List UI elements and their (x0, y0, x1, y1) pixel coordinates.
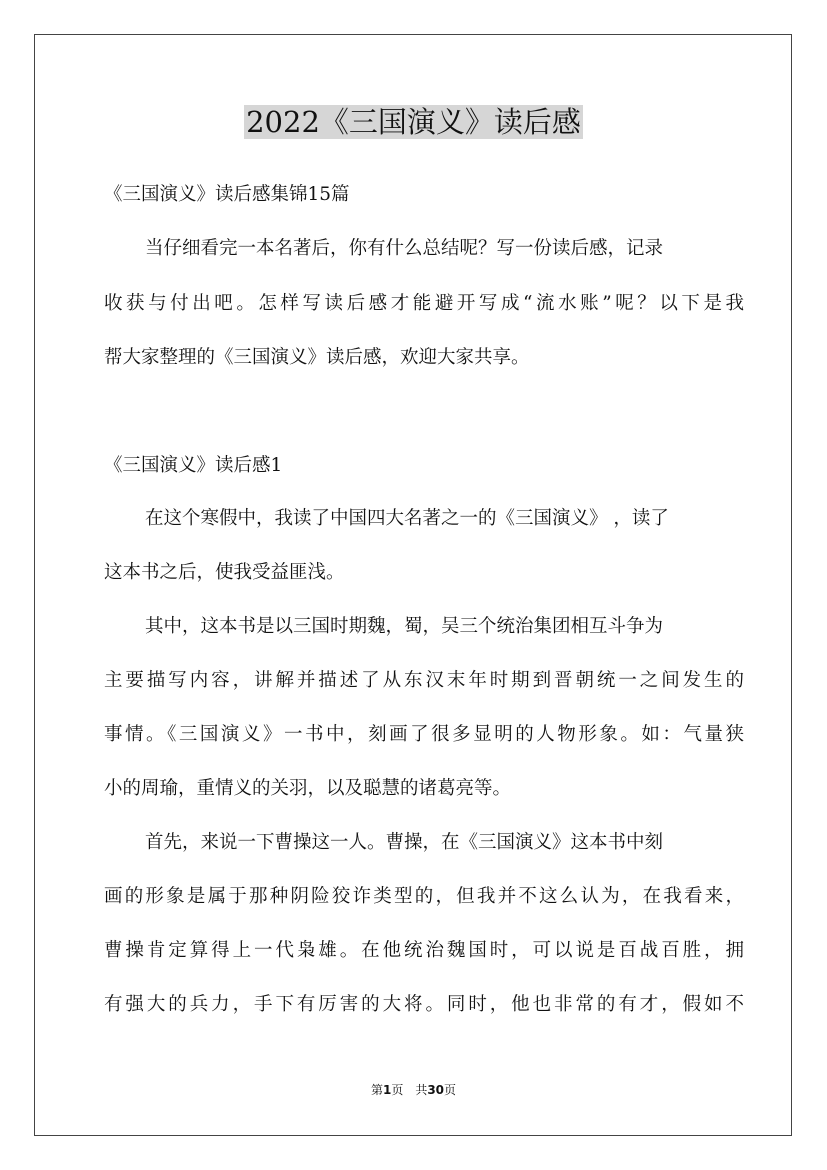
footer-page-mid: 页 共 (391, 1083, 428, 1097)
document-subtitle: 《三国演义》读后感集锦15篇 (104, 184, 350, 205)
intro-line-1: 当仔细看完一本名著后，你有什么总结呢？写一份读后感，记录 (145, 238, 664, 259)
footer-page-suffix: 页 (444, 1083, 457, 1097)
intro-line-3: 帮大家整理的《三国演义》读后感，欢迎大家共享。 (104, 347, 530, 368)
section-heading: 《三国演义》读后感1 (104, 455, 283, 476)
para2-line-1: 其中，这本书是以三国时期魏，蜀，吴三个统治集团相互斗争为 (145, 616, 664, 637)
footer-page-number: 1 (382, 1083, 392, 1097)
para2-line-2: 主要描写内容，讲解并描述了从东汉末年时期到晋朝统一之间发生的 (104, 670, 744, 691)
page-footer (0, 1081, 827, 1099)
para2-line-4: 小的周瑜，重情义的关羽，以及聪慧的诸葛亮等。 (104, 778, 512, 799)
para3-line-2: 画的形象是属于那种阴险狡诈类型的，但我并不这么认为，在我看来， (104, 886, 744, 907)
para2-line-3: 事情。《三国演义》一书中，刻画了很多显明的人物形象。如：气量狭 (104, 724, 744, 745)
para3-line-4: 有强大的兵力，手下有厉害的大将。同时，他也非常的有才，假如不 (104, 994, 744, 1015)
para3-line-1: 首先，来说一下曹操这一人。曹操，在《三国演义》这本书中刻 (145, 832, 664, 853)
para1-line-1: 在这个寒假中，我读了中国四大名著之一的《三国演义》 ，读了 (145, 508, 669, 529)
document-title-text: 2022《三国演义》读后感 (246, 105, 581, 139)
para1-line-2: 这本书之后，使我受益匪浅。 (104, 562, 345, 583)
para3-line-3: 曹操肯定算得上一代枭雄。在他统治魏国时，可以说是百战百胜，拥 (104, 940, 744, 961)
footer-total-pages: 30 (427, 1083, 445, 1097)
intro-line-2: 收获与付出吧。怎样写读后感才能避开写成“流水账”呢？以下是我 (104, 293, 744, 314)
footer-page-prefix: 第 (370, 1083, 383, 1097)
document-title (0, 100, 827, 144)
